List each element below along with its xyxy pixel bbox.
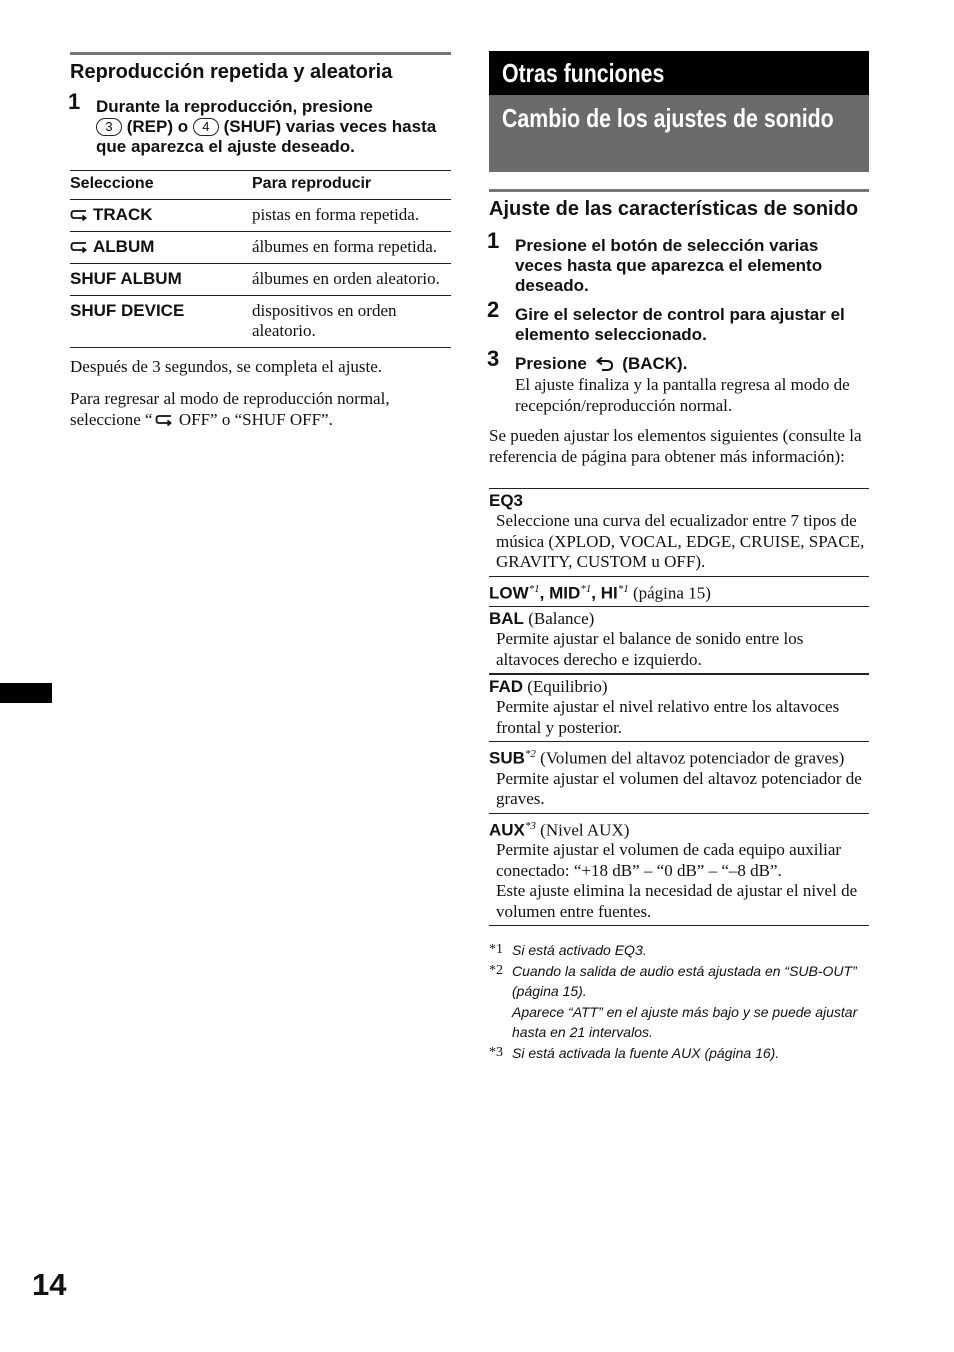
footnote-mark: *3 — [489, 1044, 503, 1060]
footnote-ref: *1 — [617, 582, 629, 595]
step-text: Gire el selector de control para ajustar el elemento seleccionado. — [515, 305, 845, 344]
footnote-text: Si está activada la fuente AUX (página 16). — [512, 1044, 780, 1061]
item-term: FAD — [489, 677, 523, 697]
item-term: SUB — [489, 748, 525, 768]
section-rule — [489, 189, 869, 192]
list-item-bal — [489, 607, 869, 675]
table-row — [70, 232, 451, 264]
footnotes — [489, 941, 869, 1064]
item-page-ref: (página 15) — [628, 583, 711, 603]
item-paren: (Equilibrio) — [523, 677, 608, 697]
completion-note: Después de 3 segundos, se completa el ajuste. — [70, 357, 383, 376]
table-cell-select: SHUF DEVICE — [70, 296, 252, 348]
section-title-repeat-shuffle: Reproducción repetida y aleatoria — [70, 61, 393, 83]
step-number: 1 — [487, 228, 500, 253]
list-item-sub — [489, 742, 869, 814]
item-description: Permite ajustar el volumen del altavoz potenciador de graves. — [496, 768, 862, 809]
chapter-subtitle-text: Cambio de los ajustes de sonido — [502, 103, 834, 133]
table-cell-play: pistas en forma repetida. — [252, 200, 451, 232]
item-description: Permite ajustar el nivel relativo entre los altavoces frontal y posterior. — [496, 697, 840, 737]
step-text-shuf: (SHUF) varias veces hasta que aparezca el ajuste deseado. — [96, 117, 437, 156]
footnote-ref: *1 — [580, 582, 592, 595]
step-number: 2 — [487, 297, 500, 322]
table-header-row — [70, 171, 451, 200]
table-cell-select — [70, 200, 252, 232]
column-header-play: Para reproducir — [252, 171, 451, 200]
footnote-ref: *2 — [524, 748, 536, 761]
footnote-ref: *1 — [528, 582, 540, 595]
item-term-hi: , HI — [591, 583, 618, 603]
step-number: 1 — [68, 89, 81, 114]
step-1 — [68, 89, 451, 157]
item-paren: (Nivel AUX) — [535, 820, 630, 840]
step-number: 3 — [487, 346, 500, 371]
step-text-rep: (REP) o — [126, 117, 189, 136]
footnote-mark: *1 — [489, 942, 503, 958]
footnote — [489, 1044, 869, 1065]
footnote-text-2: Aparece “ATT” en el ajuste más bajo y se puede ajustar hasta en 21 intervalos. — [512, 1003, 858, 1041]
list-item-eq3 — [489, 489, 869, 577]
key-3-icon: 3 — [96, 118, 122, 136]
item-description: Seleccione una curva del ecualizador entre 7 tipos de música (XPLOD, VOCAL, EDGE, CRUISE, SPACE, GRAVITY, CUSTOM u OFF). — [496, 511, 865, 571]
intro-text: Se pueden ajustar los elementos siguientes (consulte la referencia de página para obtener más información): — [489, 426, 862, 466]
step-1 — [487, 228, 869, 296]
item-term: EQ3 — [489, 491, 524, 510]
key-4-icon: 4 — [193, 118, 219, 136]
repeat-shuffle-table — [70, 170, 451, 348]
item-paren: (Volumen del altavoz potenciador de graves) — [535, 748, 845, 768]
back-icon — [595, 357, 615, 371]
repeat-icon — [70, 209, 88, 221]
table-row — [70, 200, 451, 232]
table-cell-play: álbumes en forma repetida. — [252, 232, 451, 264]
table-cell-select — [70, 232, 252, 264]
footnote-text: Si está activado EQ3. — [512, 942, 647, 959]
table-cell-select-text: TRACK — [93, 205, 153, 224]
left-column — [70, 52, 451, 430]
item-term-mid: , MID — [539, 583, 581, 603]
return-note — [70, 388, 451, 430]
step-text-back: (BACK). — [622, 354, 688, 373]
return-note-text: Para regresar al modo de reproducción normal, seleccione “ — [70, 389, 390, 429]
step-3 — [487, 346, 869, 416]
item-description-2: Este ajuste elimina la necesidad de ajustar el nivel de volumen entre fuentes. — [496, 881, 858, 921]
step-2 — [487, 297, 869, 345]
item-term-low: LOW — [489, 583, 529, 603]
return-note-text-end: OFF” o “SHUF OFF”. — [174, 410, 333, 429]
footnote-mark: *2 — [489, 962, 503, 978]
table-cell-play: dispositivos en orden aleatorio. — [252, 296, 451, 348]
step-text: Durante la reproducción, presione — [96, 97, 373, 116]
footnote-text: Cuando la salida de audio está ajustada en “SUB-OUT” (página 15). — [512, 962, 857, 1000]
section-title-sound: Ajuste de las características de sonido — [489, 198, 859, 220]
item-paren: (Balance) — [523, 609, 595, 629]
step-text: Presione el botón de selección varias veces hasta que aparezca el elemento deseado. — [515, 236, 823, 295]
repeat-icon — [155, 414, 173, 426]
table-cell-select: SHUF ALBUM — [70, 264, 252, 296]
table-cell-play: álbumes en orden aleatorio. — [252, 264, 451, 296]
list-item-fad — [489, 675, 869, 742]
chapter-title-text: Otras funciones — [502, 58, 665, 88]
settings-list — [489, 488, 869, 926]
section-rule — [70, 52, 451, 55]
item-description: Permite ajustar el balance de sonido entre los altavoces derecho e izquierdo. — [496, 629, 804, 669]
footnote — [489, 941, 869, 962]
footnote-ref: *3 — [524, 819, 536, 832]
chapter-title — [489, 51, 869, 95]
table-row — [70, 264, 451, 296]
footnote — [489, 962, 869, 1044]
item-description: Permite ajustar el volumen de cada equipo auxiliar conectado: “+18 dB” – “0 dB” – “–8 dB”. — [496, 840, 842, 880]
column-header-select: Seleccione — [70, 171, 252, 200]
section-tab-marker — [0, 683, 52, 703]
table-cell-select-text: ALBUM — [93, 237, 155, 256]
step-text: Presione — [515, 354, 587, 373]
chapter-subtitle — [489, 95, 869, 172]
table-row — [70, 296, 451, 348]
list-item-aux — [489, 814, 869, 927]
step-detail: El ajuste finaliza y la pantalla regresa al modo de recepción/reproducción normal. — [515, 375, 850, 415]
repeat-icon — [70, 241, 88, 253]
page-number: 14 — [32, 1267, 67, 1302]
item-term: BAL — [489, 609, 524, 629]
list-item-low-mid-hi — [489, 577, 869, 608]
right-column — [489, 51, 869, 1064]
item-term: AUX — [489, 820, 525, 840]
